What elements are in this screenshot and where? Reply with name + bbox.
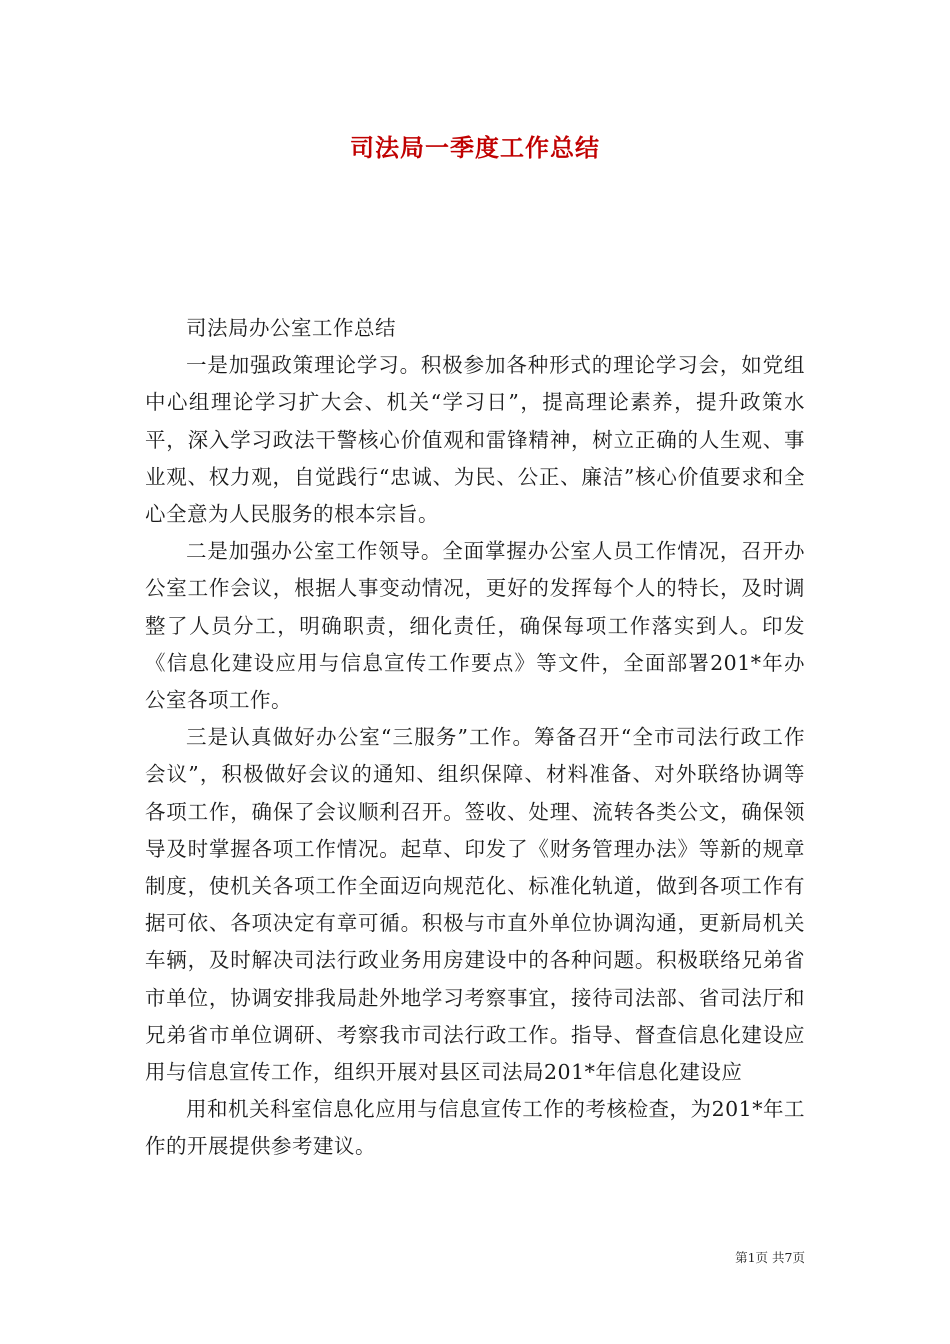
section-heading: 司法局办公室工作总结 xyxy=(186,316,396,340)
footer-suffix: 页 xyxy=(792,1250,805,1265)
footer-total-pages: 7 xyxy=(784,1250,793,1265)
page-number-footer xyxy=(735,1248,805,1266)
document-body xyxy=(145,310,805,1166)
paragraph-assessment: 用和机关科室信息化应用与信息宣传工作的考核检查，为201*年工作的开展提供参考建议。 xyxy=(145,1097,805,1159)
paragraph-policy-study: 一是加强政策理论学习。积极参加各种形式的理论学习会，如党组中心组理论学习扩大会、机关“学习日”，提高理论素养，提升政策水平，深入学习政法干警核心价值观和雷锋精神，树立正确的人生观、事业观、权力观，自觉践行“忠诚、为民、公正、廉洁”核心价值要求和全心全意为人民服务的根本宗旨。 xyxy=(145,353,805,527)
footer-prefix: 第 xyxy=(735,1250,748,1265)
paragraph-three-services: 三是认真做好办公室“三服务”工作。筹备召开“全市司法行政工作会议”，积极做好会议的通知、组织保障、材料准备、对外联络协调等各项工作，确保了会议顺利召开。签收、处理、流转各类公文，确保领导及时掌握各项工作情况。起草、印发了《财务管理办法》等新的规章制度，使机关各项工作全面迈向规范化、标准化轨道，做到各项工作有据可依、各项决定有章可循。积极与市直外单位协调沟通，更新局机关车辆，及时解决司法行政业务用房建设中的各种问题。积极联络兄弟省市单位，协调安排我局赴外地学习考察事宜，接待司法部、省司法厅和兄弟省市单位调研、考察我市司法行政工作。指导、督查信息化建设应用与信息宣传工作，组织开展对县区司法局201*年信息化建设应 xyxy=(145,725,805,1085)
document-title: 司法局一季度工作总结 xyxy=(350,133,600,162)
footer-middle: 页 共 xyxy=(755,1250,785,1265)
paragraph-office-leadership: 二是加强办公室工作领导。全面掌握办公室人员工作情况，召开办公室工作会议，根据人事变动情况，更好的发挥每个人的特长，及时调整了人员分工，明确职责，细化责任，确保每项工作落实到人。印发《信息化建设应用与信息宣传工作要点》等文件，全面部署201*年办公室各项工作。 xyxy=(145,539,805,713)
footer-current-page: 1 xyxy=(747,1250,756,1265)
